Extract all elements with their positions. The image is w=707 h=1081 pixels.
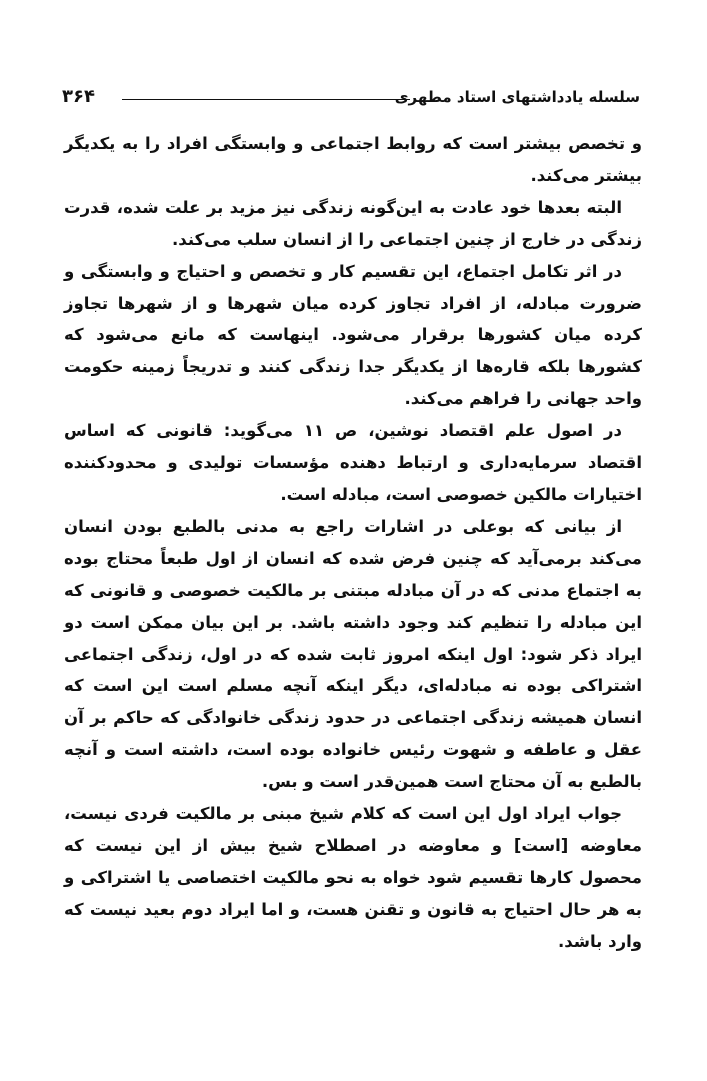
page-header <box>62 86 640 110</box>
running-title: سلسله یادداشتهای استاد مطهری <box>394 88 640 106</box>
body-text <box>64 128 642 958</box>
page-number: ۳۶۴ <box>62 86 95 107</box>
paragraph-4: در اصول علم اقتصاد نوشین، ص ۱۱ می‌گوید: قانونی که اساس اقتصاد سرمایه‌داری و ارتباط دهنده مؤسسات تولیدی و محدودکننده اختیارات مالکین خصوصی است، مبادله است. <box>64 421 642 504</box>
paragraph-6: جواب ایراد اول این است که کلام شیخ مبنی بر مالکیت فردی نیست، معاوضه [است] و معاوضه در اصطلاح شیخ بیش از این نیست که محصول کارها تقسیم شود خواه به نحو مالکیت اختصاصی یا اشتراکی و به هر حال احتیاج به قانون و تقنن هست، و اما ایراد دوم بعید نیست که وارد باشد. <box>64 804 642 951</box>
paragraph-5: از بیانی که بوعلی در اشارات راجع به مدنی بالطبع بودن انسان می‌کند برمی‌آید که چنین فرض شده که انسان از اول طبعاً محتاج بوده به اجتماع مدنی که در آن مبادله مبتنی بر مالکیت خصوصی و قانونی که این مبادله را تنظیم کند وجود داشته باشد. بر این بیان ممکن است دو ایراد ذکر شود: اول اینکه امروز ثابت شده که در اول، زندگی اجتماعی اشتراکی بوده نه مبادله‌ای، دیگر اینکه آنچه مسلم است این است که انسان همیشه زندگی اجتماعی در حدود زندگی خانوادگی که حاکم بر آن عقل و عاطفه و شهوت رئیس خانواده بوده است، داشته است و آنچه بالطبع به آن محتاج است همین‌قدر است و بس. <box>64 516 642 792</box>
paragraph-2: البته بعدها خود عادت به این‌گونه زندگی نیز مزید بر علت شده، قدرت زندگی در خارج از چنین اجتماعی را از انسان سلب می‌کند. <box>64 197 642 249</box>
paragraph-1: و تخصص بیشتر است که روابط اجتماعی و وابستگی افراد را به یکدیگر بیشتر می‌کند. <box>64 134 642 185</box>
paragraph-3: در اثر تکامل اجتماع، این تقسیم کار و تخصص و احتیاج و وابستگی و ضرورت مبادله، از افراد تجاوز کرده میان شهرها و از شهرها تجاوز کرده میان کشورها برقرار می‌شود. اینهاست که مانع می‌شود که کشورها بلکه قاره‌ها از یکدیگر جدا زندگی کنند و تدریجاً زمینه حکومت واحد جهانی را فراهم می‌کند. <box>64 261 642 409</box>
header-rule <box>122 99 410 100</box>
